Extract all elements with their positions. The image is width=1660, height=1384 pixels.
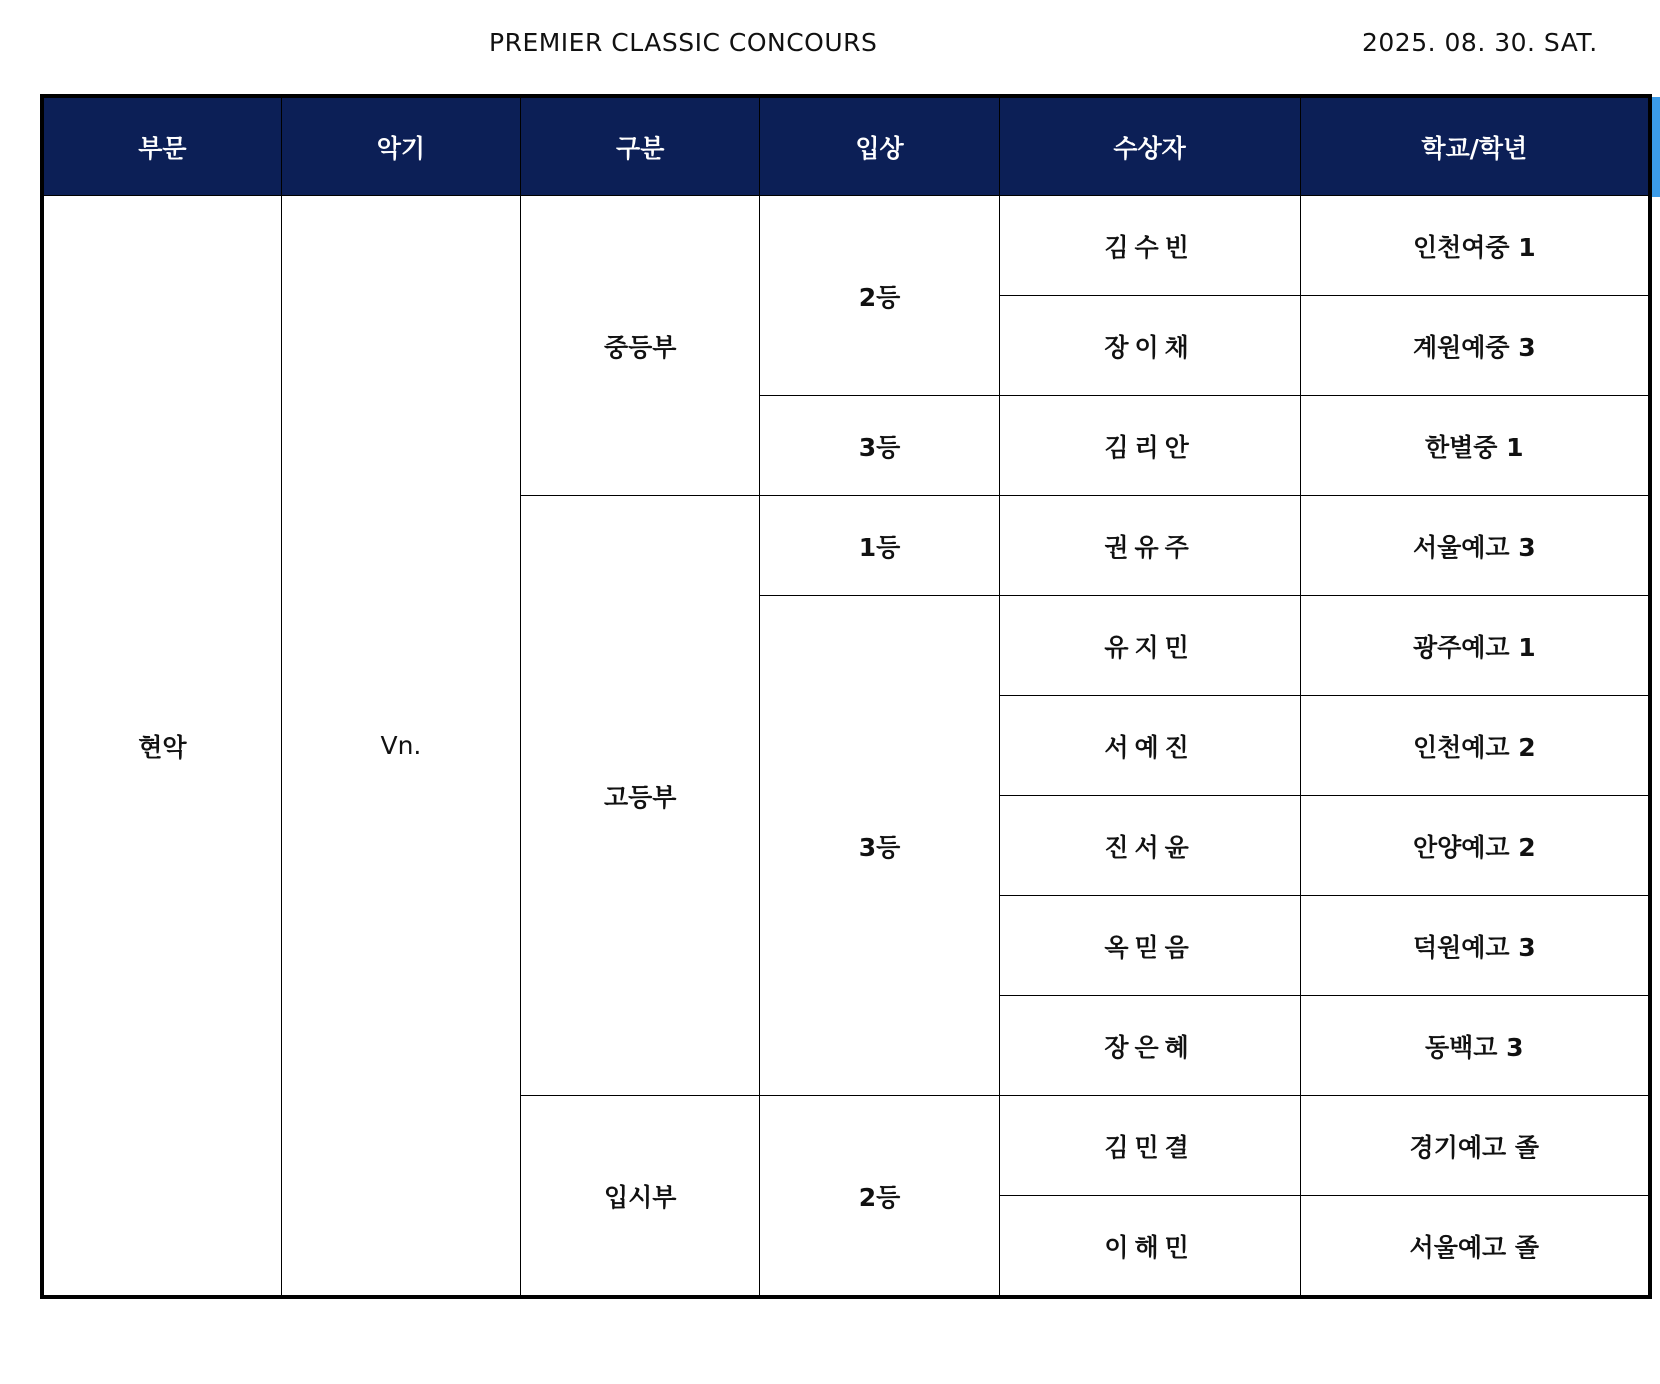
award-cell: 1등 [760, 496, 999, 596]
column-header-award: 입상 [760, 96, 999, 196]
winner-name: 서예진 [999, 696, 1300, 796]
column-header-category: 구분 [521, 96, 760, 196]
winner-name: 장은혜 [999, 996, 1300, 1096]
winner-name: 장이채 [999, 296, 1300, 396]
column-header-school-grade: 학교/학년 [1300, 96, 1650, 196]
division-cell: 현악 [42, 196, 281, 1298]
school-grade: 서울예고 졸 [1300, 1196, 1650, 1298]
event-date: 2025. 08. 30. SAT. [1362, 28, 1598, 57]
table-header [42, 96, 1650, 196]
winner-name: 김민결 [999, 1096, 1300, 1196]
winner-name: 옥믿음 [999, 896, 1300, 996]
table-body [42, 196, 1650, 1298]
winner-name: 유지민 [999, 596, 1300, 696]
award-cell: 3등 [760, 396, 999, 496]
award-cell: 2등 [760, 196, 999, 396]
winner-name: 권유주 [999, 496, 1300, 596]
winner-name: 김수빈 [999, 196, 1300, 296]
winner-name: 김리안 [999, 396, 1300, 496]
school-grade: 경기예고 졸 [1300, 1096, 1650, 1196]
award-cell: 3등 [760, 596, 999, 1096]
column-header-winner: 수상자 [999, 96, 1300, 196]
table-row [42, 196, 1650, 296]
header-row [42, 96, 1650, 196]
school-grade: 덕원예고 3 [1300, 896, 1650, 996]
results-table [40, 94, 1652, 1299]
school-grade: 안양예고 2 [1300, 796, 1650, 896]
category-cell: 중등부 [521, 196, 760, 496]
winner-name: 진서윤 [999, 796, 1300, 896]
page-title: PREMIER CLASSIC CONCOURS [489, 28, 878, 57]
school-grade: 서울예고 3 [1300, 496, 1650, 596]
accent-bar [1652, 97, 1660, 197]
school-grade: 인천예고 2 [1300, 696, 1650, 796]
award-cell: 2등 [760, 1096, 999, 1298]
category-cell: 고등부 [521, 496, 760, 1096]
school-grade: 계원예중 3 [1300, 296, 1650, 396]
winner-name: 이해민 [999, 1196, 1300, 1298]
instrument-cell: Vn. [281, 196, 520, 1298]
column-header-division: 부문 [42, 96, 281, 196]
school-grade: 인천여중 1 [1300, 196, 1650, 296]
school-grade: 동백고 3 [1300, 996, 1650, 1096]
school-grade: 광주예고 1 [1300, 596, 1650, 696]
column-header-instrument: 악기 [281, 96, 520, 196]
school-grade: 한별중 1 [1300, 396, 1650, 496]
category-cell: 입시부 [521, 1096, 760, 1298]
